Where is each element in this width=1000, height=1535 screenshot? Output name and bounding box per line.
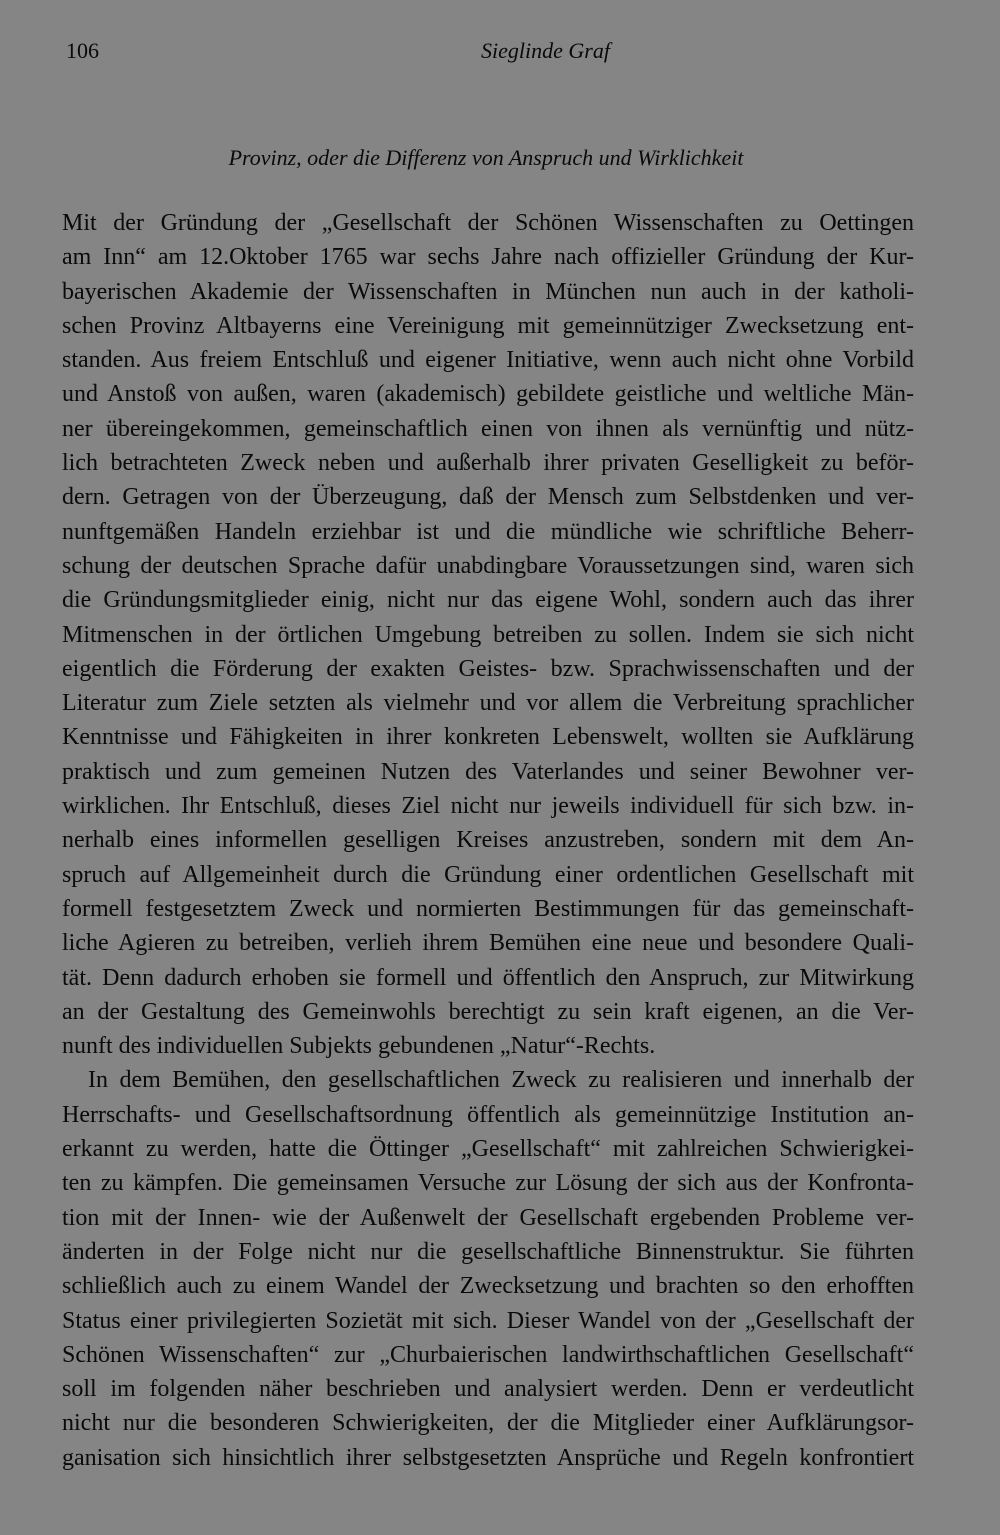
body-text [62, 206, 914, 1475]
text-line: bayerischen Akademie der Wissenschaften in München nun auch in der katholi- [62, 278, 914, 305]
section-title: Provinz, oder die Differenz von Anspruch und Wirklichkeit [228, 145, 744, 170]
running-head-author: Sieglinde Graf [481, 38, 610, 63]
text-line: und Anstoß von außen, waren (akademisch) gebildete geistliche und weltliche Män- [62, 381, 914, 408]
text-line: Literatur zum Ziele setzten als vielmehr und vor allem die Verbreitung sprachlicher [62, 690, 914, 717]
text-line: nunftgemäßen Handeln erziehbar ist und die mündliche wie schriftliche Beherr- [62, 518, 914, 545]
text-line: nunft des individuellen Subjekts gebundenen „Natur“-Rechts. [62, 1033, 656, 1060]
text-line: lich betrachteten Zweck neben und außerhalb ihrer privaten Geselligkeit zu beför- [62, 450, 914, 477]
text-line: die Gründungsmitglieder einig, nicht nur das eigene Wohl, sondern auch das ihrer [62, 587, 914, 614]
text-line: Kenntnisse und Fähigkeiten in ihrer konkreten Lebenswelt, wollten sie Aufklärung [62, 724, 914, 751]
text-line: ner übereingekommen, gemeinschaftlich einen von ihnen als vernünftig und nütz- [62, 415, 914, 442]
paragraph [62, 206, 914, 1063]
text-line: Status einer privilegierten Sozietät mit sich. Dieser Wandel von der „Gesellschaft der [62, 1307, 914, 1334]
text-line: am Inn“ am 12.Oktober 1765 war sechs Jahre nach offizieller Gründung der Kur- [62, 244, 914, 271]
text-line: Mitmenschen in der örtlichen Umgebung betreiben zu sollen. Indem sie sich nicht [62, 621, 914, 648]
text-line: spruch auf Allgemeinheit durch die Gründung einer ordentlichen Gesellschaft mit [62, 861, 914, 888]
running-head [66, 38, 914, 70]
text-line: liche Agieren zu betreiben, verlieh ihrem Bemühen eine neue und besondere Quali- [62, 930, 914, 957]
text-line: eigentlich die Förderung der exakten Geistes- bzw. Sprachwissenschaften und der [62, 655, 914, 682]
text-line: schung der deutschen Sprache dafür unabdingbare Voraussetzungen sind, waren sich [62, 552, 914, 579]
text-line: standen. Aus freiem Entschluß und eigener Initiative, wenn auch nicht ohne Vorbild [62, 347, 914, 374]
page-number: 106 [66, 38, 99, 63]
text-line: tion mit der Innen- wie der Außenwelt der Gesellschaft ergebenden Probleme ver- [62, 1204, 914, 1231]
text-line: soll im folgenden näher beschrieben und analysiert werden. Denn er verdeutlicht [62, 1376, 914, 1403]
text-line: schließlich auch zu einem Wandel der Zwecksetzung und brachten so den erhofften [62, 1273, 914, 1300]
text-line: nicht nur die besonderen Schwierigkeiten, der die Mitglieder einer Aufklärungsor- [62, 1410, 914, 1437]
text-line: Schönen Wissenschaften“ zur „Churbaierischen landwirthschaftlichen Gesellschaft“ [62, 1341, 914, 1368]
text-line: änderten in der Folge nicht nur die gesellschaftliche Binnenstruktur. Sie führten [62, 1238, 914, 1265]
text-line: erkannt zu werden, hatte die Öttinger „Gesellschaft“ mit zahlreichen Schwierigkei- [62, 1136, 914, 1163]
text-line: formell festgesetztem Zweck und normierten Bestimmungen für das gemeinschaft- [62, 895, 914, 922]
text-line: ganisation sich hinsichtlich ihrer selbstgesetzten Ansprüche und Regeln konfrontiert [62, 1444, 914, 1471]
text-line: Herrschafts- und Gesellschaftsordnung öffentlich als gemeinnützige Institution an- [62, 1101, 914, 1128]
text-line: dern. Getragen von der Überzeugung, daß der Mensch zum Selbstdenken und ver- [62, 484, 914, 511]
text-line: Mit der Gründung der „Gesellschaft der Schönen Wissenschaften zu Oettingen [62, 210, 914, 236]
paragraph [62, 1063, 914, 1475]
text-line: nerhalb eines informellen geselligen Kreises anzustreben, sondern mit dem An- [62, 827, 914, 854]
text-line: schen Provinz Altbayerns eine Vereinigung mit gemeinnütziger Zwecksetzung ent- [62, 312, 914, 339]
text-line: ten zu kämpfen. Die gemeinsamen Versuche zur Lösung der sich aus der Konfronta- [62, 1170, 914, 1197]
text-line: an der Gestaltung des Gemeinwohls berechtigt zu sein kraft eigenen, an die Ver- [62, 998, 914, 1025]
text-line: tät. Denn dadurch erhoben sie formell und öffentlich den Anspruch, zur Mitwirkung [62, 964, 914, 991]
text-line: praktisch und zum gemeinen Nutzen des Vaterlandes und seiner Bewohner ver- [62, 758, 914, 785]
text-line: wirklichen. Ihr Entschluß, dieses Ziel nicht nur jeweils individuell für sich bzw. in- [62, 793, 914, 820]
text-line: In dem Bemühen, den gesellschaftlichen Zweck zu realisieren und innerhalb der [88, 1067, 914, 1094]
